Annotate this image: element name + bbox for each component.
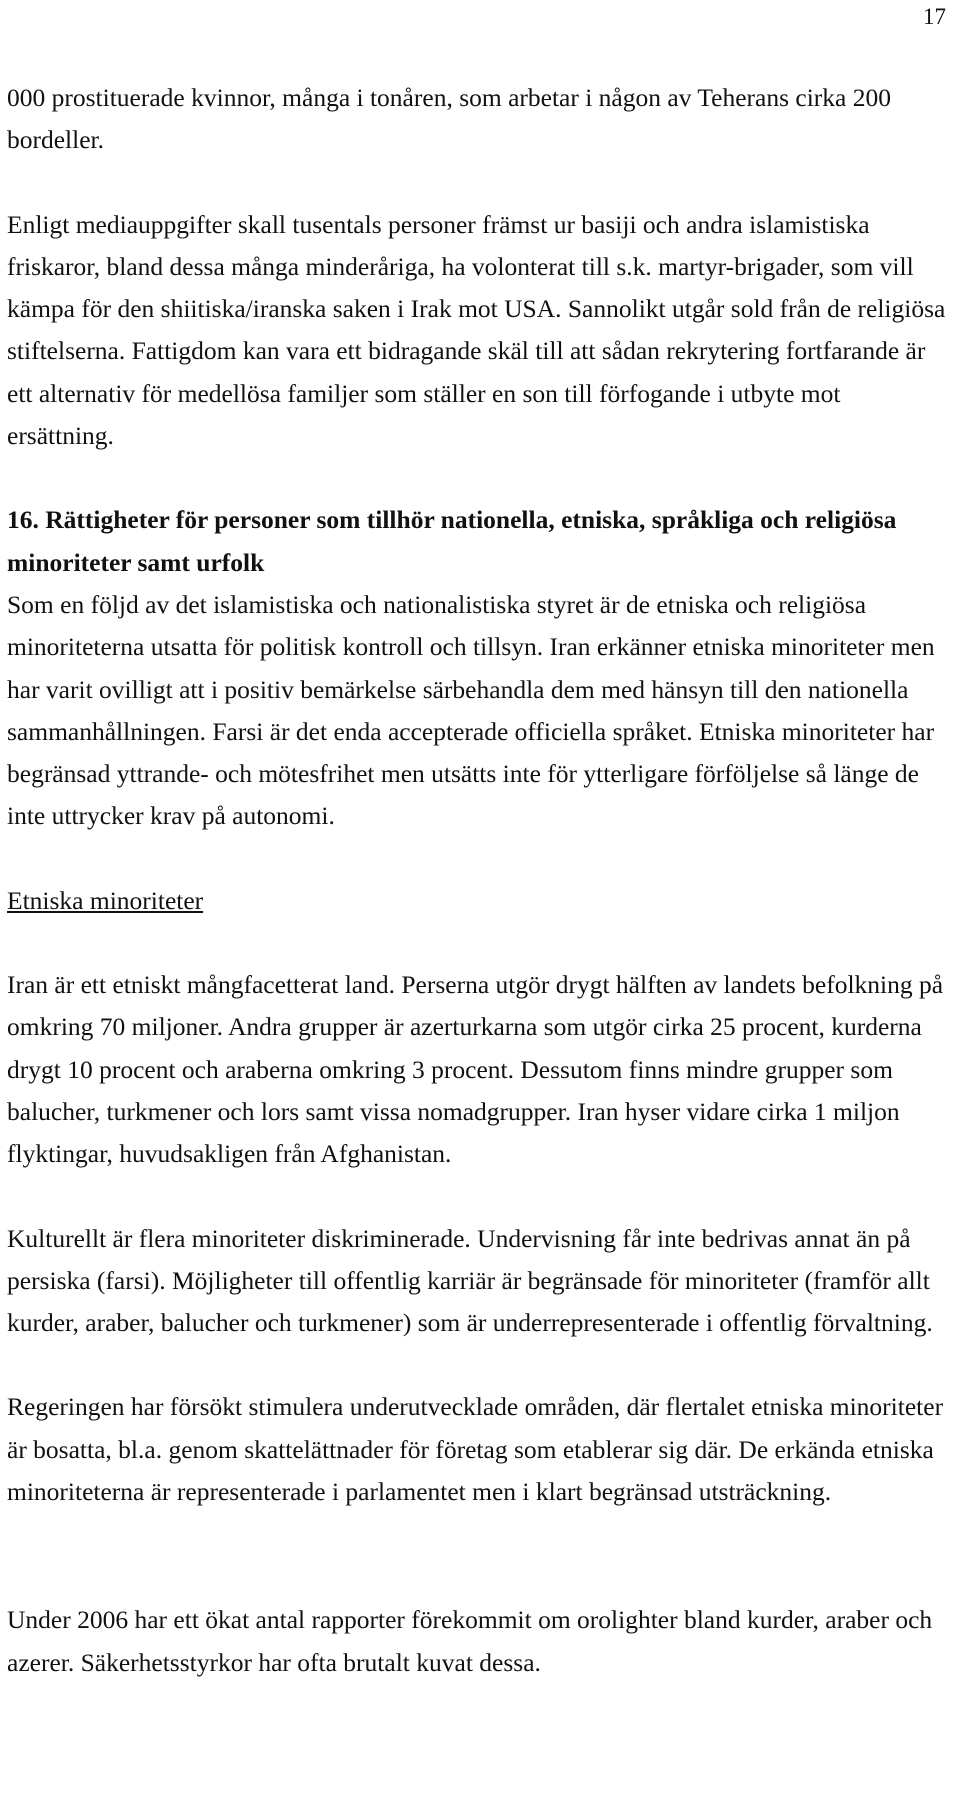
paragraph-prostitution: 000 prostituerade kvinnor, många i tonåren, som arbetar i någon av Teherans cirka 200 bordeller. [7,83,891,155]
paragraph-ethnic-composition: Iran är ett etniskt mångfacetterat land. Perserna utgör drygt hälften av landets befolkning på omkring 70 miljoner. Andra grupper är azerturkarna som utgör cirka 25 procent, kurderna drygt 10 procent och araberna omkring 3 procent. Dessutom finns mindre grupper som balucher, turkmener och lors samt vissa nomadgrupper. Iran hyser vidare cirka 1 miljon flyktingar, huvudsakligen från Afghanistan. [7,970,944,1169]
section-heading: 16. Rättigheter för personer som tillhör nationella, etniska, språkliga och religiösa minoriteter samt urfolk [7,505,897,577]
page-number: 17 [923,4,946,29]
paragraph-gap [7,1176,947,1218]
paragraph-gap [7,457,947,499]
paragraph-gap [7,1344,947,1386]
paragraph-gap [7,162,947,204]
paragraph-cultural-discrimination: Kulturellt är flera minoriteter diskriminerade. Undervisning får inte bedrivas annat än på persiska (farsi). Möjligheter till offentlig karriär är begränsade för minoriteter (framför allt kurder, araber, balucher och turkmener) som är underrepresenterade i offentlig förvaltning. [7,1223,933,1338]
paragraph-minorities-control: Som en följd av det islamistiska och nationalistiska styret är de etniska och religiösa minoriteterna utsatta för politisk kontroll och tillsyn. Iran erkänner etniska minoriteter men har varit ovilligt att i positiv bemärkelse särbehandla dem med hänsyn till den nationella sammanhållningen. Farsi är det enda accepterade officiella språket. Etniska minoriteter har begränsad yttrande- och mötesfrihet men utsätts inte för ytterligare förföljelse så länge de inte uttrycker krav på autonomi. [7,589,935,831]
paragraph-unrest-2006: Under 2006 har ett ökat antal rapporter förekommit om orolighter bland kurder, araber och azerer. Säkerhetsstyrkor har ofta brutalt kuvat dessa. [7,1605,933,1677]
paragraph-gap [7,922,947,964]
paragraph-government-stimulus: Regeringen har försökt stimulera underutvecklade områden, där flertalet etniska minoriteter är bosatta, bl.a. genom skattelättnader för företag som etablerar sig där. De erkända etniska minoriteterna är representerade i parlamentet men i klart begränsad utsträckning. [7,1392,944,1507]
document-body [7,77,947,1684]
paragraph-gap [7,1513,947,1599]
subheading-ethnic-minorities: Etniska minoriteter [7,885,204,915]
paragraph-martyr-brigades: Enligt mediauppgifter skall tusentals personer främst ur basiji och andra islamistiska friskaror, bland dessa många minderåriga, ha volonterat till s.k. martyr-brigader, som vill kämpa för den shiitiska/iranska saken i Irak mot USA. Sannolikt utgår sold från de religiösa stiftelserna. Fattigdom kan vara ett bidragande skäl till att sådan rekrytering fortfarande är ett alternativ för medellösa familjer som ställer en son till förfogande i utbyte mot ersättning. [7,209,946,451]
paragraph-gap [7,838,947,880]
